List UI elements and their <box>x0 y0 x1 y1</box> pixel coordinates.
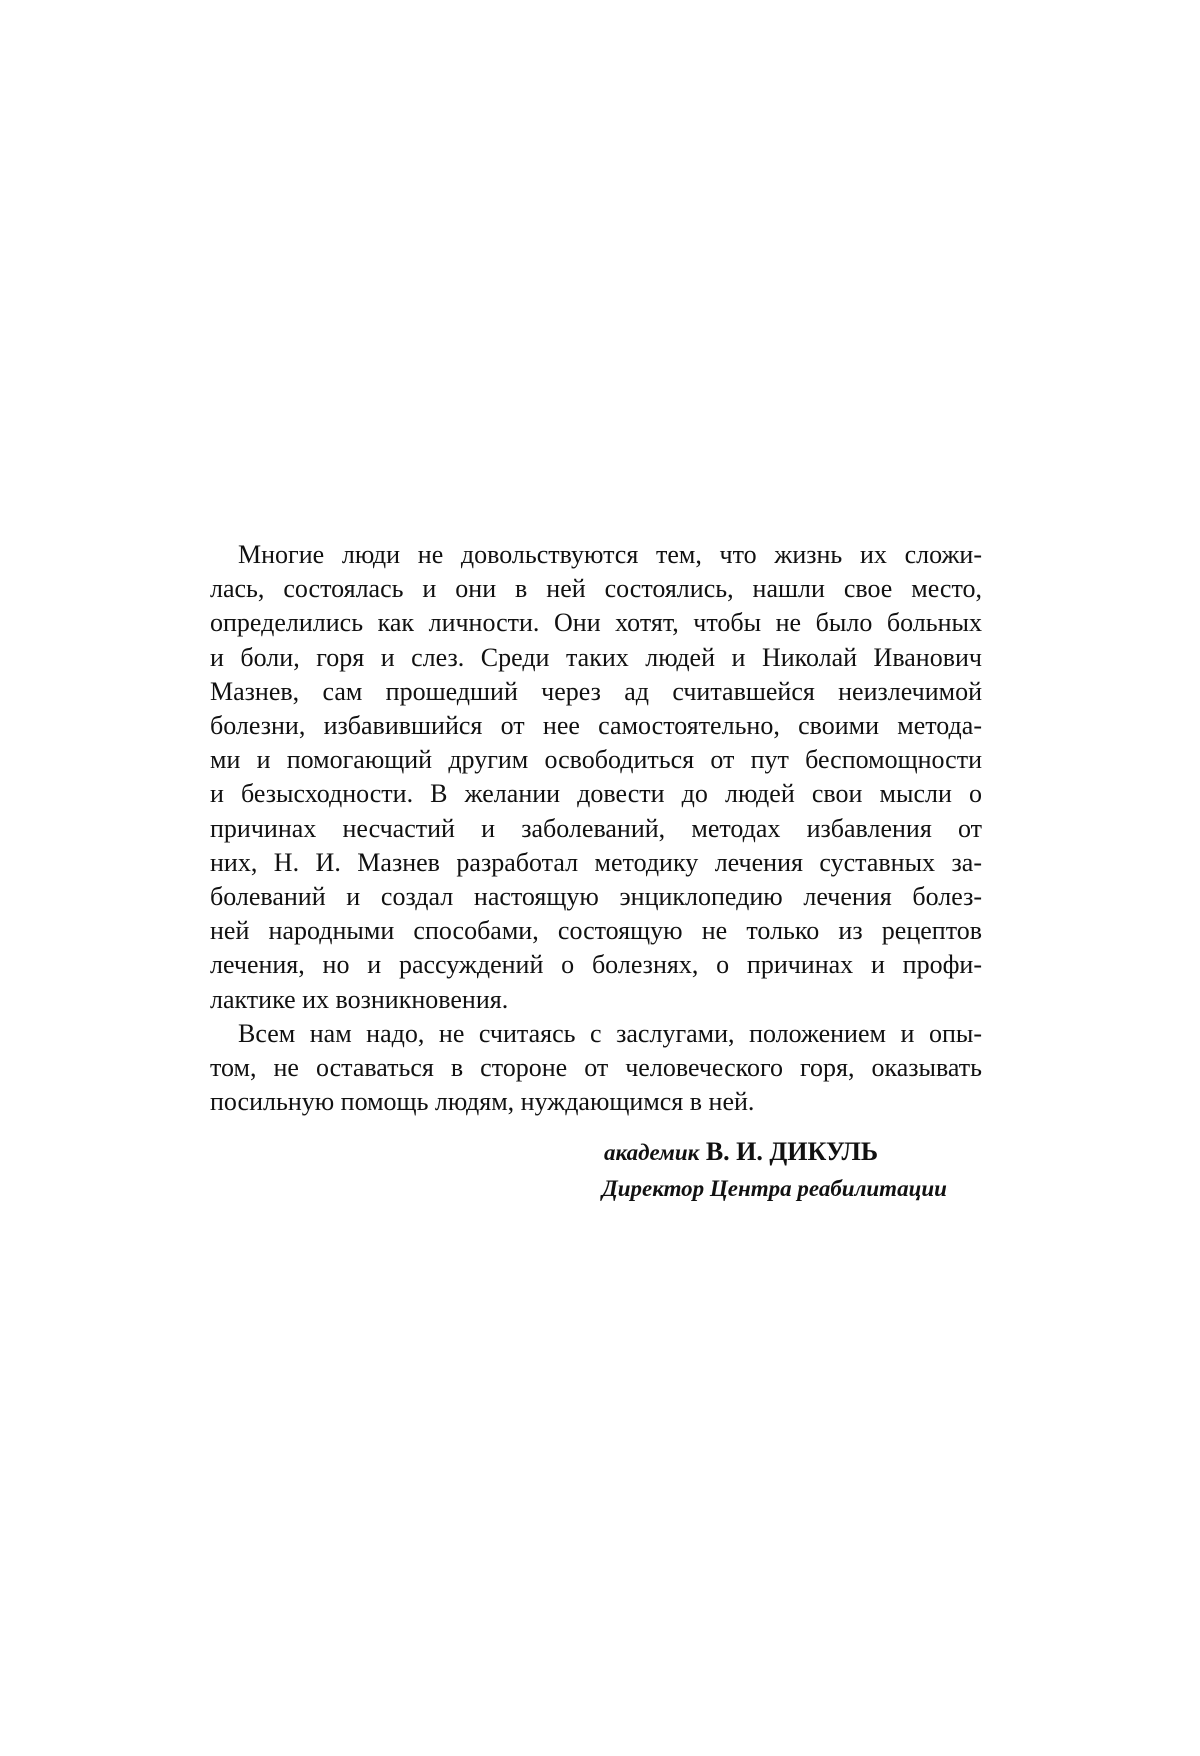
signature-name-line <box>604 1134 994 1171</box>
paragraph-line: том, не оставаться в стороне от человеческого горя, оказывать <box>210 1053 982 1083</box>
paragraph-line: болеваний и создал настоящую энциклопедию лечения болез- <box>210 882 982 912</box>
paragraph-line: болезни, избавившийся от нее самостоятельно, своими метода- <box>210 711 982 741</box>
signature-name: В. И. ДИКУЛЬ <box>705 1137 879 1166</box>
signature-title: Директор Центра реабилитации <box>602 1176 947 1201</box>
paragraph-line: Мазнев, сам прошедший через ад считавшейся неизлечимой <box>210 676 982 706</box>
paragraph-line: причинах несчастий и заболеваний, методах избавления от <box>210 813 982 843</box>
paragraph-1 <box>210 538 982 1017</box>
paragraph-line: Всем нам надо, не считаясь с заслугами, положением и опы- <box>238 1018 982 1048</box>
paragraph-line: лактике их возникновения. <box>210 984 509 1014</box>
paragraph-2 <box>210 1017 982 1120</box>
foreword-text <box>210 538 982 1119</box>
paragraph-line: посильную помощь людям, нуждающимся в ней. <box>210 1087 755 1117</box>
paragraph-line: них, Н. И. Мазнев разработал методику лечения суставных за- <box>210 847 982 877</box>
paragraph-line: Многие люди не довольствуются тем, что жизнь их сложи- <box>238 540 982 569</box>
paragraph-line: определились как личности. Они хотят, чтобы не было больных <box>210 608 982 638</box>
signature <box>604 1134 994 1207</box>
paragraph-line: лечения, но и рассуждений о болезнях, о причинах и профи- <box>210 950 982 980</box>
paragraph-line: и безысходности. В желании довести до людей свои мысли о <box>210 779 982 809</box>
paragraph-line: ми и помогающий другим освободиться от пут беспомощности <box>210 745 982 775</box>
signature-role: академик <box>604 1140 700 1165</box>
paragraph-line: и боли, горя и слез. Среди таких людей и Николай Иванович <box>210 642 982 672</box>
paragraph-line: ней народными способами, состоящую не только из рецептов <box>210 916 982 946</box>
paragraph-line: лась, состоялась и они в ней состоялись, нашли свое место, <box>210 574 982 604</box>
